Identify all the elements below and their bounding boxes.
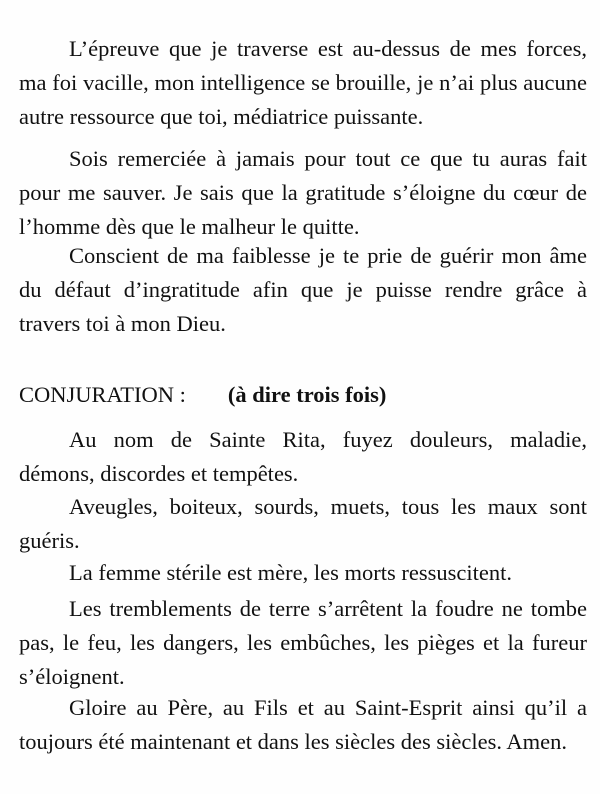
- conjuration-heading: [19, 378, 386, 412]
- paragraph-thanks: Sois remerciée à jamais pour tout ce que tu auras fait pour me sauver. Je sais que la gratitude s’éloigne du cœur de l’homme dès que le malheur le quitte.: [19, 146, 587, 239]
- conjuration-note: (à dire trois fois): [227, 382, 387, 407]
- conjuration-label: CONJURATION :: [19, 382, 186, 407]
- paragraph-weakness: Conscient de ma faiblesse je te prie de guérir mon âme du défaut d’ingratitude afin que je puisse rendre grâce à travers toi à mon Dieu.: [19, 243, 587, 336]
- paragraph-ordeal: L’épreuve que je traverse est au-dessus de mes forces, ma foi vacille, mon intelligence se brouille, je n’ai plus aucune autre ressource que toi, médiatrice puissante.: [19, 36, 587, 129]
- paragraph-healing: Aveugles, boiteux, sourds, muets, tous les maux sont guéris.: [19, 494, 587, 553]
- paragraph-invocation: Au nom de Sainte Rita, fuyez douleurs, maladie, démons, discordes et tempêtes.: [19, 427, 587, 486]
- paragraph-protection: Les tremblements de terre s’arrêtent la foudre ne tombe pas, le feu, les dangers, les embûches, les pièges et la fureur s’éloignent.: [19, 596, 587, 689]
- paragraph-gloria: Gloire au Père, au Fils et au Saint-Esprit ainsi qu’il a toujours été maintenant et dans les siècles des siècles. Amen.: [19, 695, 587, 754]
- paragraph-miracles: La femme stérile est mère, les morts ressuscitent.: [69, 560, 512, 585]
